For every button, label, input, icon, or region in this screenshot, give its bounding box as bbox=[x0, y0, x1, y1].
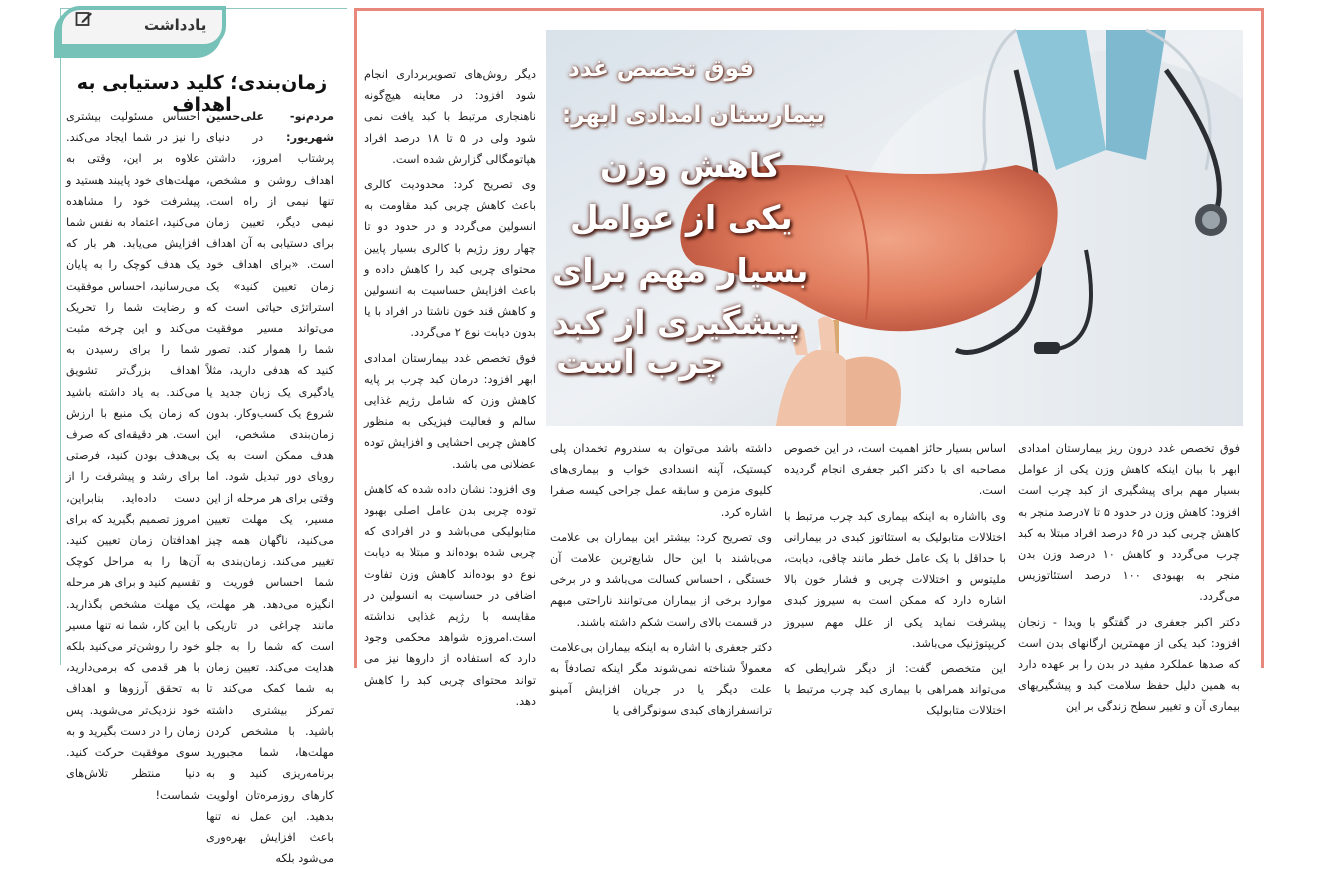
headline-big-4: پیشگیری از کبد bbox=[552, 303, 800, 342]
article-paragraph: وی تصریح کرد: بیشتر این بیماران بی علامت می‌باشند با این حال شایع‌ترین علامت آن خستگی ، احساس کسالت می‌باشد و در برخی موارد برخی از بیماران می‌توانند ناراحتی مبهم در قسمت بالای راست شکم داشته باشند. bbox=[550, 530, 772, 629]
article-paragraph: وی بااشاره به اینکه بیماری کبد چرب مرتبط با اختلالات متابولیک به استئاتوز کبدی در بیمارانی با حداقل با یک عامل خطر مانند چاقی، دیابت، ملیتوس و اختلالات چربی و فشار خون بالا اشاره دارد که ممکن است به سیروز کبدی پیشرفت نماید یکی از علل مهم سیروز کریپتوژنیک می‌باشد. bbox=[784, 509, 1006, 650]
article-paragraph: وی تصریح کرد: محدودیت کالری باعث کاهش چربی کبد مقاومت به انسولین می‌گردد و در حدود دو تا چهار روز رژیم با کالری بسیار پایین محتوای چربی کبد را کاهش داده و باعث افزایش حساسیت به انسولین و کاهش قند خون ناشتا در افراد با یا بدون دیابت نوع ۲ می‌گردد. bbox=[364, 178, 536, 340]
article-paragraph: فوق تخصص غدد درون ریز بیمارستان امدادی ابهر با بیان اینکه کاهش وزن یکی از عوامل بسیار مهم برای پیشگیری از کبد چرب است افزود: کاهش وزن در حدود ۵ تا ۷درصد منجر به کاهش چربی کبد در ۶۵ درصد افراد مبتلا به کبد چرب می‌گردد و کاهش ۱۰ درصد وزن بدن منجر به بهبودی ۱۰۰ درصد استئاتوزیس می‌گردد. bbox=[1018, 442, 1240, 604]
article-paragraph: اساس بسیار حائز اهمیت است، در این خصوص مصاحبه ای با دکتر اکبر جعفری انجام گردیده است. bbox=[784, 442, 1006, 498]
article-side-column bbox=[364, 64, 536, 708]
article-paragraph: دکتر اکبر جعفری در گفتگو با ویدا - زنجان افزود: کبد یکی از مهمترین ارگانهای بدن است که صدها عملکرد مفید در بدن را بر عهده دارد به همین دلیل حفظ سلامت کبد و پیشگیریهای بیماری آن و تغییر سطح زندگی بر این bbox=[1018, 615, 1240, 714]
article-bottom-column-1 bbox=[1018, 438, 1240, 714]
article-bottom-column-3 bbox=[550, 438, 772, 718]
opinion-author: مردم‌نو- علی‌حسین شهریور: bbox=[206, 110, 334, 145]
opinion-body-a: احساس مسئولیت بیشتری را نیز در شما ایجاد می‌کند. علاوه بر این، وقتی به مهلت‌های خود پایبند هستید و پیشرفت خود را مشاهده می‌کنید، اعتماد به نفس شما افزایش می‌یابد. هر بار که یک هدف کوچک را به پایان می‌رسانید، احساس موفقیت و رضایت شما را تحریک می‌کند و این چرخه مثبت شما را برای رسیدن به اهداف بزرگ‌تر تشویق می‌کند. به یاد داشته باشید که زمان یک منبع با ارزش است. هر دقیقه‌ای که صرف بی‌هدف بودن کنید، فرصتی برای رشد و پیشرفت را از دست داده‌اید. بنابراین، امروز تصمیم بگیرید که برای اهدافتان زمان تعیین کنید. آن‌ها را به مراحل کوچک تقسیم کنید و برای هر مرحله یک مهلت مشخص بگذارید. با این کار، شما نه تنها مسیر خود را روشن‌تر می‌کنید بلکه با هر قدمی که برمی‌دارید، به تحقق آرزوها و اهداف خود نزدیک‌تر می‌شوید. پس زمان را در دست بگیرید و به سوی موفقیت حرکت کنید. دنیا منتظر تلاش‌های شماست! bbox=[65, 110, 200, 802]
section-tab-label: یادداشت bbox=[144, 16, 207, 34]
article-bottom-column-2 bbox=[784, 438, 1006, 718]
headline-line-2: بیمارستان امدادی ابهر: bbox=[562, 102, 825, 128]
article-paragraph: وی افزود: نشان داده شده که کاهش توده چربی بدن عامل اصلی بهبود متابولیکی می‌باشد و در افرادی که چربی شده بوده‌اند و مبتلا به دیابت نوع دو بوده‌اند کاهش وزن تفاوت اضافی در حساسیت به انسولین در مقایسه با رژیم غذایی نداشته است.امروزه شواهد محکمی وجود دارد که استفاده از داروها نیز می تواند محتوای چربی کبد را کاهش دهد. bbox=[364, 482, 536, 708]
headline-big-3: بسیار مهم برای bbox=[552, 251, 809, 290]
article-paragraph: فوق تخصص غدد بیمارستان امدادی ابهر افزود: درمان کبد چرب بر پایه کاهش وزن که شامل رژیم غذایی سالم و فعالیت فیزیکی به منظور کاهش چربی احشایی و افزایش توده عضلانی می باشد. bbox=[364, 351, 536, 471]
headline-big-2: یکی از عوامل bbox=[570, 198, 793, 237]
edit-icon[interactable] bbox=[75, 10, 93, 28]
opinion-column-a bbox=[65, 106, 200, 802]
article-paragraph: دکتر جعفری با اشاره به اینکه بیماران بی‌علامت معمولاً شناخته نمی‌شوند مگر اینکه تصادفاً به علت دیگر یا در جریان افزایش آمینو ترانسفرازهای کبدی سونوگرافی یا bbox=[550, 640, 772, 718]
opinion-column-b bbox=[206, 106, 334, 866]
article-paragraph: دیگر روش‌های تصویربرداری انجام شود افزود: در معاینه هیچ‌گونه ناهنجاری مرتبط با کبد یافت نمی شود ولی در ۵ تا ۱۸ درصد افراد هپاتومگالی گزارش شده است. bbox=[364, 68, 536, 166]
headline-line-1: فوق تخصص غدد bbox=[568, 56, 755, 82]
article-paragraph: این متخصص گفت: از دیگر شرایطی که می‌تواند همراهی با بیماری کبد چرب مرتبط با اختلالات متابولیک bbox=[784, 662, 1006, 718]
headline-big-5: چرب است bbox=[556, 342, 724, 381]
headline-big-1: کاهش وزن bbox=[600, 146, 781, 185]
article-paragraph: داشته باشد می‌توان به سندروم تخمدان پلی کیستیک، آپنه انسدادی خواب و بیماری‌های کلیوی مزمن و سابقه عمل جراحی کیسه صفرا اشاره کرد. bbox=[550, 442, 772, 519]
opinion-title: زمان‌بندی؛ کلید دستیابی به اهداف bbox=[76, 72, 328, 116]
opinion-body-b: در دنیای پرشتاب امروز، داشتن اهداف روشن و مشخص، تنها نیمی از راه است. نیمی دیگر، تعیین زمان برای دستیابی به آن اهداف است. «برای اهداف خود زمان تعیین کنید» یک استراتژی حیاتی است که می‌تواند مسیر موفقیت شما را هموار کند. تصور کنید که هدفی دارید، مثلاً یادگیری یک زبان جدید یا شروع یک کسب‌وکار. بدون زمان‌بندی مشخص، این هدف ممکن است به یک رویای دور تبدیل شود. اما وقتی برای هر مرحله از این مسیر، یک مهلت تعیین می‌کنید، ناگهان همه چیز تغییر می‌کند. زمان‌بندی به شما احساس فوریت و انگیزه می‌دهد. هر مهلت، مانند چراغی در تاریکی است که شما را به جلو هدایت می‌کند. تعیین زمان به شما کمک می‌کند تا تمرکز بیشتری داشته باشید. با مشخص کردن مهلت‌ها، شما مجبورید برنامه‌ریزی کنید و به کارهای روزمره‌تان اولویت بدهید. این عمل نه تنها باعث افزایش بهره‌وری می‌شود بلکه bbox=[206, 131, 334, 866]
